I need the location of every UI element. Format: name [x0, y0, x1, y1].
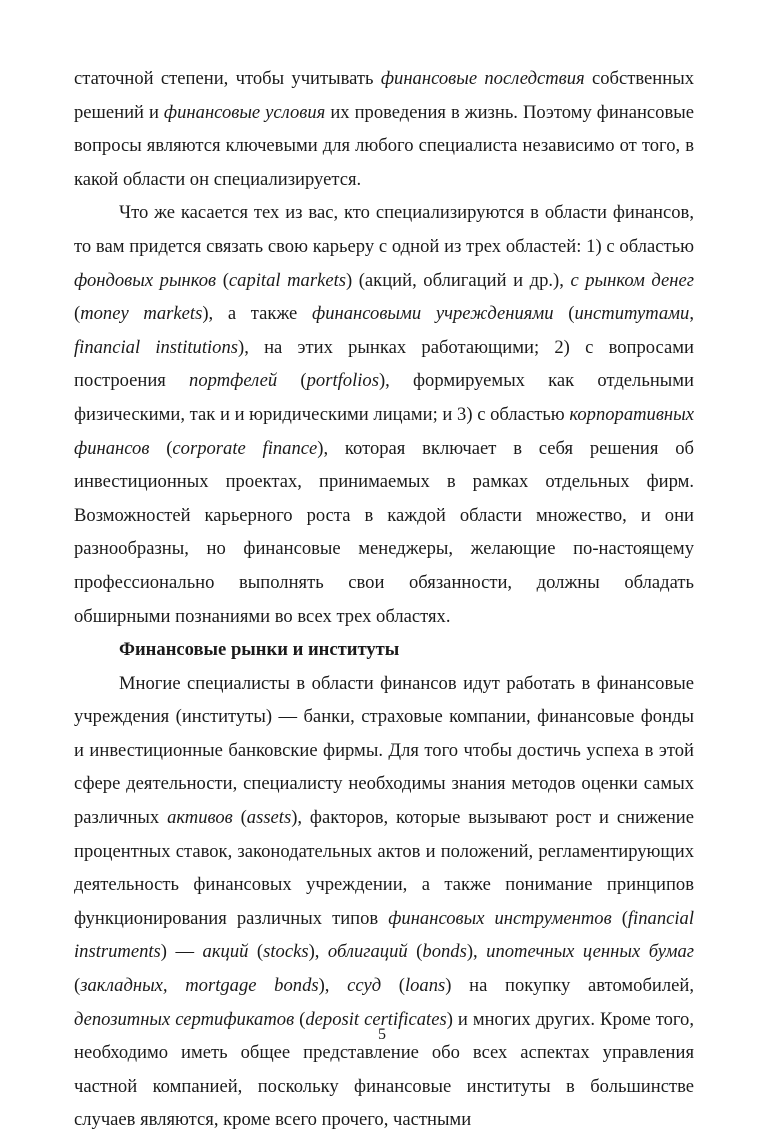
- text-run: (: [381, 975, 405, 997]
- text-run: ) и многих других. Кроме того, необходимо иметь общее представление обо всех аспектах управления частной компанией, поскольку финансовые институты в большинстве случаев являются, кроме всего прочего, частными: [74, 1008, 694, 1131]
- text-run: статочной степени, чтобы учитывать: [74, 68, 381, 89]
- text-run: (: [294, 1008, 306, 1030]
- italic-term: deposit certificates: [305, 1008, 447, 1030]
- italic-term: финансовые условия: [163, 101, 326, 123]
- text-run: ),: [308, 941, 328, 963]
- text-run: ), формируемых как отдельными физическими, так и и юридическими лицами; и 3) с областью: [74, 370, 694, 425]
- italic-term: активов: [167, 807, 233, 829]
- text-run: ,: [689, 303, 694, 325]
- page-number: 5: [378, 1026, 386, 1043]
- text-run: ), которая включает в себя решения об инвестиционных проектах, принимаемых в рамках отдельных фирм. Возможностей карьерного роста в каждой области множество, и они разнообразны, но финансовые менеджеры, желающие по-настоящему профессионально выполнять свои обязанности, должны обладать обширными познаниями во всех трех областях.: [74, 437, 694, 627]
- italic-term: с рынком денег: [570, 269, 694, 291]
- text-run: Что же касается тех из вас, кто специализируются в области финансов, то вам придется связать свою карьеру с одной из трех областей: 1) с областью: [74, 202, 694, 257]
- text-run: ), на этих рынках работающими; 2) с вопросами построения: [74, 336, 694, 392]
- italic-term: stocks: [263, 941, 309, 963]
- italic-term: financial institutions: [74, 336, 238, 358]
- italic-term: money markets: [80, 303, 203, 325]
- text-run: (: [248, 941, 264, 963]
- text-run: Многие специалисты в области финансов идут работать в финансовые учреждения (институты) — банки, страховые компании, финансовые фонды и инвестиционные банковские фирмы. Для того чтобы достичь успеха в этой сфере деятельности, специалисту необходимы знания методов оценки самых различных: [74, 672, 694, 829]
- italic-term: portfolios: [306, 370, 379, 392]
- text-run: их проведения в жизнь. Поэтому финансовые вопросы являются ключевыми для любого специалиста независимо от того, в какой области он специализируется.: [74, 101, 694, 190]
- text-run: (: [407, 941, 423, 963]
- text-run: (: [553, 303, 575, 325]
- italic-term: bonds: [422, 941, 467, 963]
- italic-term: акций: [202, 941, 249, 963]
- italic-term: assets: [246, 807, 292, 829]
- text-run: (: [74, 303, 81, 325]
- text-run: (: [149, 437, 173, 459]
- italic-term: loans: [404, 975, 446, 997]
- italic-term: фондовых рынков: [74, 269, 217, 291]
- italic-term: capital markets: [228, 269, 346, 291]
- italic-term: облигаций: [327, 941, 408, 963]
- paragraph-careers: [74, 196, 694, 633]
- text-run: (: [277, 370, 307, 392]
- text-run: ) (акций, облигаций и др.),: [345, 269, 571, 291]
- text-run: (: [232, 807, 247, 829]
- italic-term: корпоративных финансов: [74, 403, 694, 459]
- text-run: ) —: [160, 941, 203, 963]
- text-run: ),: [466, 941, 487, 963]
- italic-term: финансовыми учреждениями: [312, 303, 554, 325]
- text-run: (: [74, 975, 81, 997]
- italic-term: financial instruments: [74, 907, 694, 963]
- paragraph-intro: [74, 62, 694, 196]
- text-run: ), а также: [202, 303, 313, 325]
- section-heading: Финансовые рынки и институты: [119, 639, 400, 661]
- text-run: (: [216, 269, 229, 291]
- text-run: (: [611, 907, 628, 929]
- text-run: собственных решений и: [74, 68, 694, 123]
- italic-term: финансовые последствия: [380, 68, 585, 89]
- italic-term: институтами: [574, 303, 690, 325]
- italic-term: ссуд: [347, 975, 382, 997]
- italic-term: депозитных сертификатов: [74, 1008, 295, 1030]
- paragraph-institutions: [74, 667, 694, 1137]
- text-run: ),: [318, 975, 348, 997]
- italic-term: закладных, mortgage bonds: [80, 975, 319, 997]
- italic-term: финансовых инструментов: [388, 907, 612, 929]
- italic-term: портфелей: [189, 370, 278, 392]
- text-run: ), факторов, которые вызывают рост и снижение процентных ставок, законодательных актов и положений, регламентирующих деятельность финансовых учреждении, а также понимание принципов функционирования различных типов: [74, 807, 694, 929]
- italic-term: ипотечных ценных бумаг: [486, 941, 695, 963]
- italic-term: corporate finance: [172, 437, 318, 459]
- body-text: [74, 62, 694, 1137]
- text-run: ) на покупку автомобилей,: [445, 975, 694, 997]
